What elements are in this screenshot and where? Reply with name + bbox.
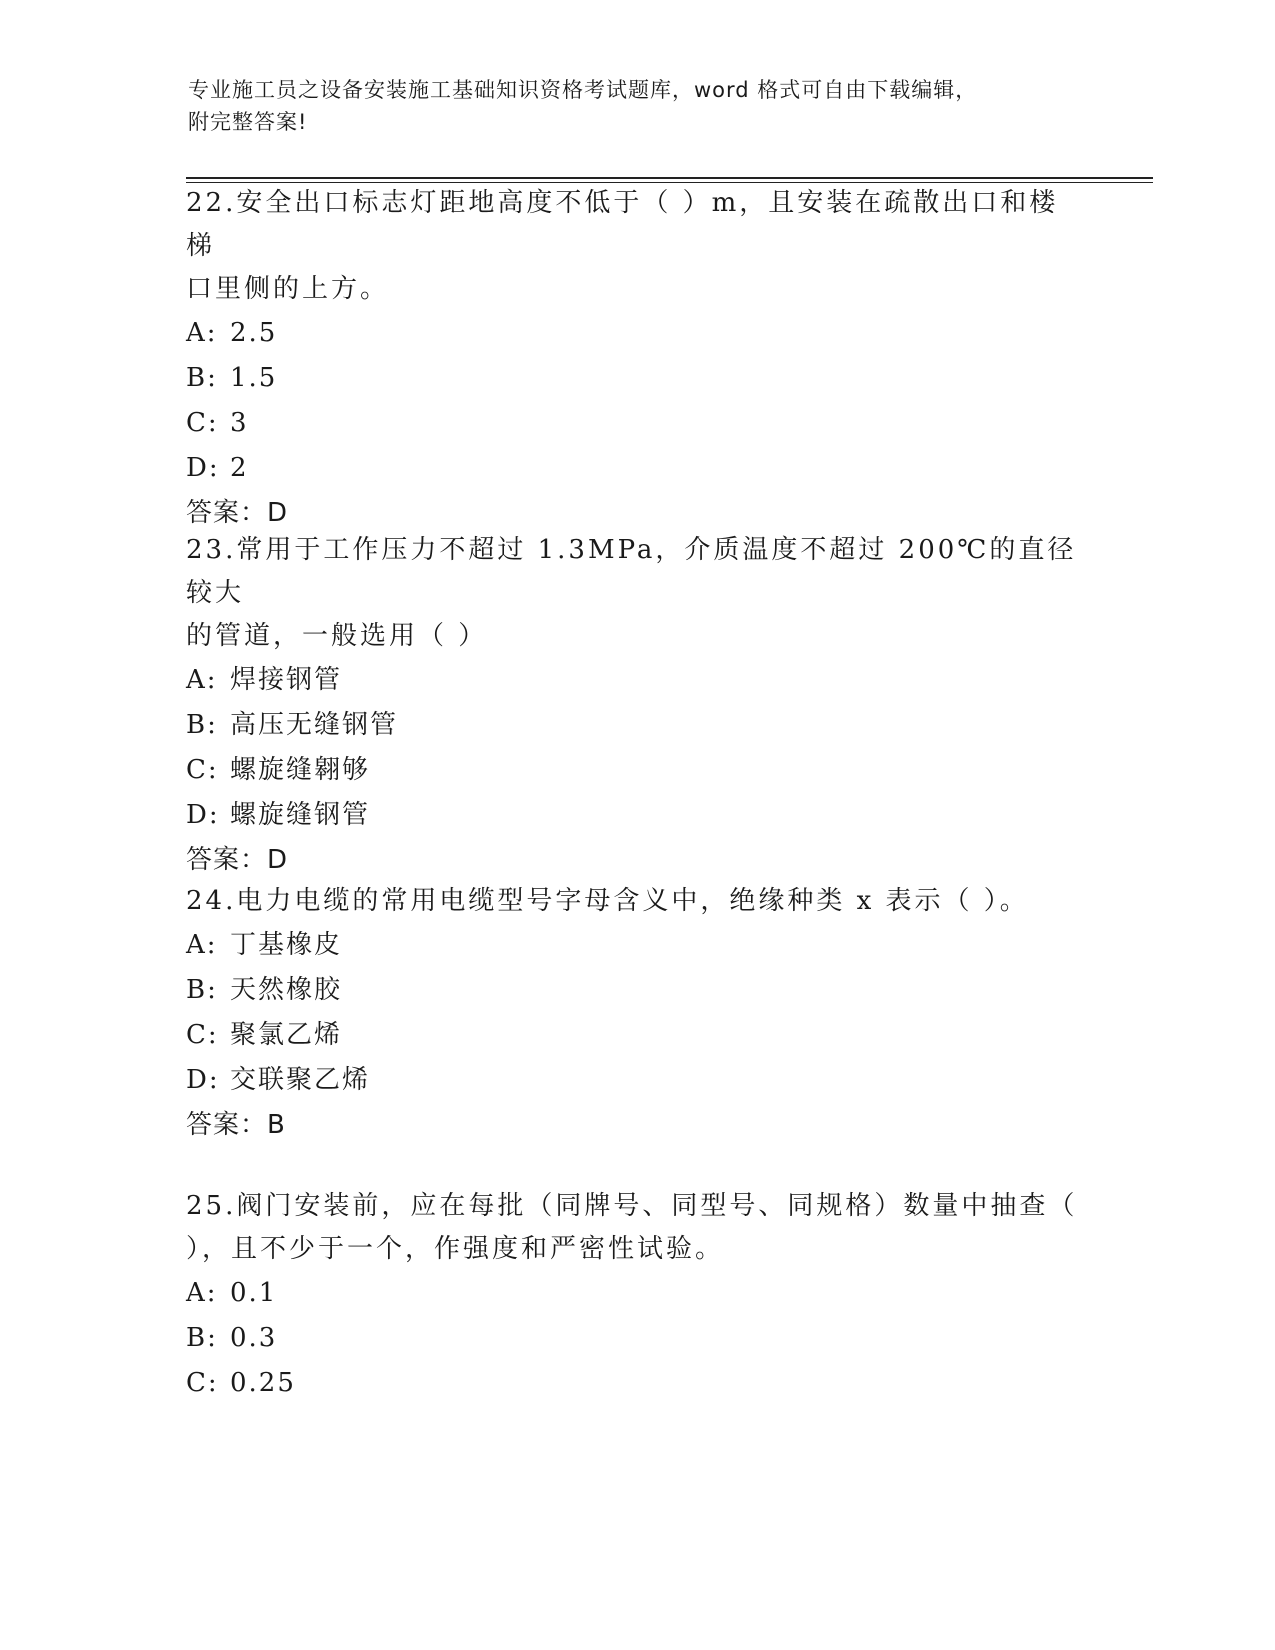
option-c — [186, 401, 1086, 446]
option-text: 高压无缝钢管 — [230, 710, 399, 740]
option-letter: B: — [186, 710, 218, 740]
question-25 — [186, 1185, 1086, 1406]
answer-line: 答案：B — [186, 1110, 286, 1140]
option-b — [186, 703, 1086, 748]
option-text: 1.5 — [230, 363, 278, 393]
option-letter: A: — [186, 318, 218, 348]
question-23 — [186, 529, 1086, 883]
header-divider-thick — [186, 177, 1153, 179]
option-text: 0.25 — [230, 1368, 296, 1398]
option-letter: D: — [186, 453, 220, 483]
option-text: 交联聚乙烯 — [230, 1065, 371, 1095]
option-text: 焊接钢管 — [230, 665, 343, 695]
option-text: 螺旋缝翱够 — [230, 755, 371, 785]
option-letter: C: — [186, 1020, 219, 1050]
option-a — [186, 1271, 1086, 1316]
option-c — [186, 1013, 1086, 1058]
option-text: 天然橡胶 — [230, 975, 343, 1005]
option-b — [186, 1316, 1086, 1361]
option-letter: D: — [186, 1065, 220, 1095]
option-d — [186, 446, 1086, 491]
option-b — [186, 356, 1086, 401]
question-text-line-1: 25.阀门安装前，应在每批（同牌号、同型号、同规格）数量中抽查（ — [186, 1191, 1078, 1221]
option-d — [186, 793, 1086, 838]
option-letter: B: — [186, 1323, 218, 1353]
option-text: 聚氯乙烯 — [230, 1020, 343, 1050]
option-text: 3 — [230, 408, 249, 438]
question-text-line-2: ），且不少于一个，作强度和严密性试验。 — [186, 1234, 725, 1264]
option-c — [186, 1361, 1086, 1406]
question-text — [186, 1185, 1086, 1271]
question-text-line-1: 22.安全出口标志灯距地高度不低于（ ）m，且安装在疏散出口和楼梯 — [186, 188, 1059, 261]
option-text: 0.3 — [230, 1323, 278, 1353]
document-header — [188, 74, 1068, 138]
option-c — [186, 748, 1086, 793]
question-text — [186, 529, 1086, 658]
option-letter: D: — [186, 800, 220, 830]
option-text: 螺旋缝钢管 — [230, 800, 371, 830]
option-b — [186, 968, 1086, 1013]
option-letter: A: — [186, 665, 218, 695]
header-line-1: 专业施工员之设备安装施工基础知识资格考试题库，word 格式可自由下载编辑， — [188, 78, 978, 102]
option-a — [186, 311, 1086, 356]
answer-line: 答案：D — [186, 498, 289, 528]
question-text-line-2: 的管道，一般选用（ ） — [186, 621, 488, 651]
question-22 — [186, 182, 1086, 536]
option-text: 2.5 — [230, 318, 278, 348]
option-letter: B: — [186, 975, 218, 1005]
question-text-line-1: 23.常用于工作压力不超过 1.3MPa，介质温度不超过 200℃的直径较大 — [186, 535, 1077, 608]
option-text: 丁基橡皮 — [230, 930, 343, 960]
question-text-line-2: 口里侧的上方。 — [186, 274, 390, 304]
option-letter: C: — [186, 408, 219, 438]
option-d — [186, 1058, 1086, 1103]
header-line-2: 附完整答案! — [188, 110, 308, 134]
answer-line: 答案：D — [186, 845, 289, 875]
option-letter: A: — [186, 930, 218, 960]
option-a — [186, 923, 1086, 968]
option-letter: A: — [186, 1278, 218, 1308]
option-letter: B: — [186, 363, 218, 393]
option-letter: C: — [186, 1368, 219, 1398]
option-text: 2 — [230, 453, 249, 483]
question-text-line-1: 24.电力电缆的常用电缆型号字母含义中，绝缘种类 x 表示（ ）。 — [186, 886, 1029, 916]
question-24 — [186, 880, 1086, 1148]
option-letter: C: — [186, 755, 219, 785]
option-text: 0.1 — [230, 1278, 278, 1308]
question-text — [186, 182, 1086, 311]
option-a — [186, 658, 1086, 703]
question-text — [186, 880, 1086, 923]
